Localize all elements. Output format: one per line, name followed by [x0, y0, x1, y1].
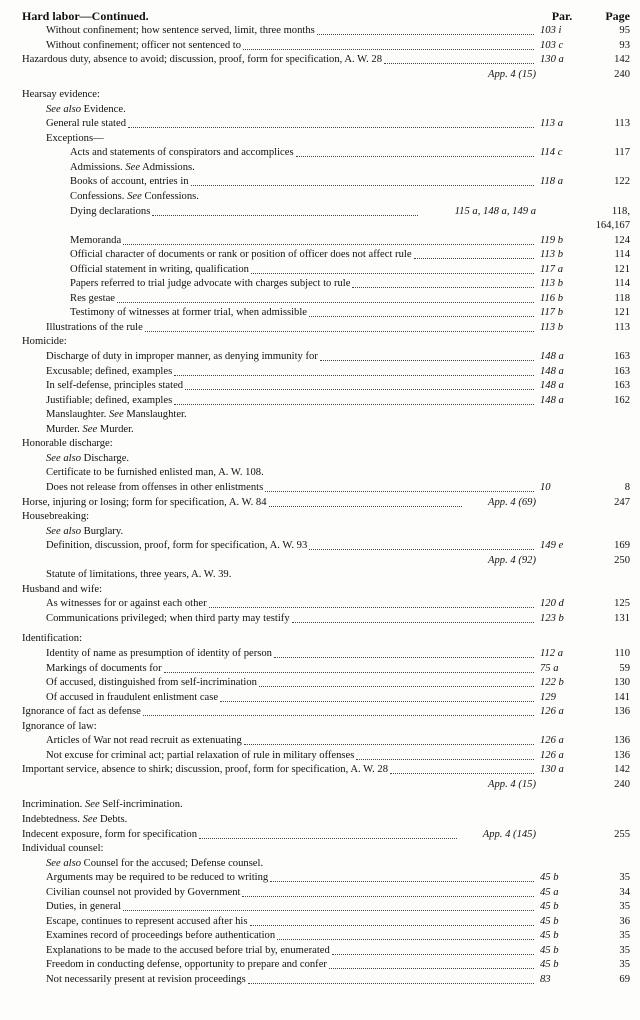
index-entry	[0, 539, 640, 554]
paragraph-reference: 120 d	[540, 598, 564, 610]
entry-text: Civilian counsel not provided by Government	[46, 886, 241, 898]
page-number: 247	[614, 496, 630, 508]
leader-dots	[320, 350, 534, 361]
paragraph-reference: 45 b	[540, 901, 559, 913]
index-entry	[0, 763, 640, 778]
leader-dots	[329, 958, 534, 969]
par-column-heading: Par.	[551, 9, 573, 23]
paragraph-reference: 45 b	[540, 944, 559, 956]
entry-text: Murder. See Murder.	[46, 423, 134, 435]
entry-text: Discharge of duty in improper manner, as denying immunity for	[46, 351, 318, 363]
paragraph-reference: 115 a, 148 a, 149 a	[454, 205, 536, 217]
leader-dots	[317, 24, 534, 35]
paragraph-reference: 148 a	[540, 365, 564, 377]
entry-text: Hazardous duty, absence to avoid; discussion, proof, form for specification, A. W. 28	[22, 54, 383, 66]
entry-text: In self-defense, principles stated	[46, 380, 184, 392]
leader-dots	[143, 705, 534, 716]
leader-dots	[220, 691, 534, 702]
index-entry	[0, 335, 640, 350]
header-title: Hard labor—Continued.	[22, 9, 149, 23]
page-number: 110	[614, 647, 630, 659]
index-entry	[0, 597, 640, 612]
index-entry	[0, 632, 640, 647]
page-number: 118,	[611, 205, 630, 217]
paragraph-reference: App. 4 (15)	[488, 68, 536, 80]
paragraph-reference: App. 4 (69)	[488, 496, 536, 508]
index-entry	[0, 175, 640, 190]
leader-dots	[251, 263, 534, 274]
entry-text: Testimony of witnesses at former trial, when admissible	[70, 307, 307, 319]
page-number: 163	[614, 365, 630, 377]
entry-text: Books of account, entries in	[70, 176, 189, 188]
entry-text: Dying declarations	[70, 205, 151, 217]
entry-text: Explanations to be made to the accused before trial by, enumerated	[46, 944, 330, 956]
index-entry	[0, 647, 640, 662]
paragraph-reference: 103 c	[540, 39, 564, 51]
index-entry	[0, 205, 640, 220]
entry-text: Hearsay evidence:	[22, 89, 100, 101]
page-number: 162	[614, 394, 630, 406]
index-entry	[0, 481, 640, 496]
page-number: 169	[614, 540, 630, 552]
leader-dots	[174, 365, 534, 376]
index-entry	[0, 973, 640, 988]
index-entry	[0, 394, 640, 409]
entry-text: Without confinement; officer not sentenced to	[46, 39, 242, 51]
paragraph-reference: 148 a	[540, 394, 564, 406]
page-number: 113	[614, 118, 630, 130]
index-entry	[0, 263, 640, 278]
entry-text: See also Evidence.	[46, 103, 126, 115]
leader-dots	[123, 900, 534, 911]
paragraph-reference: 117 a	[540, 263, 564, 275]
entry-text: Papers referred to trial judge advocate with charges subject to rule	[70, 278, 351, 290]
index-entry	[0, 132, 640, 147]
paragraph-reference: 10	[540, 481, 551, 493]
index-entry	[0, 117, 640, 132]
page-header	[0, 8, 640, 24]
paragraph-reference: 45 b	[540, 959, 559, 971]
page-number: 34	[619, 886, 630, 898]
leader-dots	[384, 53, 534, 64]
index-entry	[0, 234, 640, 249]
index-entry	[0, 24, 640, 39]
entry-text: See also Burglary.	[46, 525, 124, 537]
entry-text: Not excuse for criminal act; partial relaxation of rule in military offenses	[46, 749, 355, 761]
entry-text: Excusable; defined, examples	[46, 365, 173, 377]
index-entry	[0, 749, 640, 764]
paragraph-reference: 83	[540, 974, 551, 985]
index-entry	[0, 437, 640, 452]
leader-dots	[309, 539, 534, 550]
paragraph-reference: 113 b	[540, 249, 564, 261]
entry-text: Ignorance of fact as defense	[22, 706, 141, 718]
page-column-heading: Page	[605, 9, 630, 23]
entry-text: Not necessarily present at revision proceedings	[46, 974, 246, 985]
leader-dots	[199, 828, 457, 839]
page-number: 122	[614, 176, 630, 188]
index-entry	[0, 146, 640, 161]
paragraph-reference: 130 a	[540, 764, 564, 776]
entry-text: Illustrations of the rule	[46, 321, 143, 333]
leader-dots	[352, 277, 534, 288]
paragraph-reference: App. 4 (92)	[488, 554, 536, 566]
leader-dots	[117, 292, 534, 303]
leader-dots	[248, 973, 534, 984]
leader-dots	[414, 248, 534, 259]
paragraph-reference: 75 a	[540, 662, 559, 674]
index-entry	[0, 612, 640, 627]
page-number: 130	[614, 677, 630, 689]
page-number: 136	[614, 735, 630, 747]
entry-text: Admissions. See Admissions.	[70, 161, 195, 173]
index-entry	[0, 662, 640, 677]
entry-text: Without confinement; how sentence served, limit, three months	[46, 25, 315, 36]
page-number: 113	[614, 321, 630, 333]
entry-text: Husband and wife:	[22, 583, 103, 595]
leader-dots	[250, 915, 535, 926]
page-number: 142	[614, 54, 630, 66]
index-entry	[0, 53, 640, 68]
index-entry	[0, 277, 640, 292]
entry-text: Of accused, distinguished from self-incrimination	[46, 677, 257, 689]
index-entry	[0, 190, 640, 205]
index-entry	[0, 88, 640, 103]
leader-dots	[191, 175, 534, 186]
leader-dots	[332, 944, 534, 955]
paragraph-reference: 149 e	[540, 540, 564, 552]
index-entry	[0, 321, 640, 336]
page-number: 142	[614, 764, 630, 776]
leader-dots	[243, 39, 534, 50]
paragraph-reference: 114 c	[540, 147, 563, 159]
index-entry	[0, 734, 640, 749]
leader-dots	[292, 612, 534, 623]
entry-text: Markings of documents for	[46, 662, 162, 674]
page-number: 114	[614, 249, 630, 261]
entry-text: Justifiable; defined, examples	[46, 394, 173, 406]
leader-dots	[309, 306, 534, 317]
entry-text: Of accused in fraudulent enlistment case	[46, 691, 219, 703]
entry-text: Communications privileged; when third party may testify	[46, 612, 290, 624]
index-entry	[0, 161, 640, 176]
entry-text: Indecent exposure, form for specification	[22, 828, 198, 840]
index-entry	[0, 466, 640, 481]
paragraph-reference: 126 a	[540, 706, 564, 718]
page-number: 136	[614, 706, 630, 718]
entry-text: Official statement in writing, qualification	[70, 263, 249, 275]
leader-dots	[145, 321, 534, 332]
page-number: 95	[619, 25, 630, 36]
entry-text: Freedom in conducting defense, opportunity to prepare and confer	[46, 959, 327, 971]
page-number: 118	[614, 292, 630, 304]
paragraph-reference: 103 i	[540, 25, 562, 36]
entry-text: Escape, continues to represent accused after his	[46, 915, 248, 927]
paragraph-reference: 45 b	[540, 915, 559, 927]
page-number: 59	[619, 662, 630, 674]
page-number: 136	[614, 749, 630, 761]
index-entry	[0, 857, 640, 872]
page-number: 69	[619, 974, 630, 985]
index-entry	[0, 705, 640, 720]
index-entry	[0, 720, 640, 735]
paragraph-reference: 113 a	[540, 118, 564, 130]
index-entry	[0, 676, 640, 691]
entry-text: Important service, absence to shirk; discussion, proof, form for specification, A. W. 28	[22, 764, 388, 776]
entry-text: Identification:	[22, 633, 83, 645]
page-number: 125	[614, 598, 630, 610]
leader-dots	[185, 379, 534, 390]
index-entry	[0, 306, 640, 321]
index-entry	[0, 379, 640, 394]
entry-text: Examines record of proceedings before authentication	[46, 930, 276, 942]
page-number: 240	[614, 68, 630, 80]
page-number: 255	[614, 828, 630, 840]
page-number: 121	[614, 263, 630, 275]
paragraph-reference: 118 a	[540, 176, 564, 188]
index-entries	[0, 24, 640, 988]
leader-dots	[244, 734, 534, 745]
index-entry	[0, 813, 640, 828]
index-entry	[0, 39, 640, 54]
entry-text: Individual counsel:	[22, 843, 104, 855]
paragraph-reference: 130 a	[540, 54, 564, 66]
index-entry	[0, 886, 640, 901]
paragraph-reference: 119 b	[540, 234, 564, 246]
entry-text: General rule stated	[46, 118, 127, 130]
index-entry	[0, 525, 640, 540]
leader-dots	[277, 929, 534, 940]
leader-dots	[259, 676, 534, 687]
index-entry	[0, 408, 640, 423]
entry-text: Certificate to be furnished enlisted man, A. W. 108.	[46, 467, 264, 479]
page-number: 124	[614, 234, 630, 246]
index-entry	[0, 778, 640, 793]
entry-text: Identity of name as presumption of identity of person	[46, 647, 272, 659]
index-entry	[0, 423, 640, 438]
index-entry	[0, 842, 640, 857]
paragraph-reference: 45 b	[540, 930, 559, 942]
index-entry	[0, 583, 640, 598]
paragraph-reference: 113 b	[540, 278, 564, 290]
index-entry	[0, 68, 640, 83]
index-entry	[0, 496, 640, 511]
page-number: 121	[614, 307, 630, 319]
entry-text: Acts and statements of conspirators and accomplices	[70, 147, 294, 159]
paragraph-reference: 112 a	[540, 647, 564, 659]
index-entry	[0, 554, 640, 569]
index-entry	[0, 828, 640, 843]
leader-dots	[123, 234, 534, 245]
index-entry	[0, 365, 640, 380]
leader-dots	[128, 117, 534, 128]
paragraph-reference: 123 b	[540, 612, 564, 624]
page-number: 240	[614, 778, 630, 790]
entry-text: Official character of documents or rank or position of officer does not affect rule	[70, 249, 412, 261]
paragraph-reference: 129	[540, 691, 556, 703]
leader-dots	[164, 662, 534, 673]
paragraph-reference: 148 a	[540, 351, 564, 363]
leader-dots	[356, 749, 534, 760]
index-entry	[0, 871, 640, 886]
index-entry	[0, 929, 640, 944]
paragraph-reference: 116 b	[540, 292, 564, 304]
page-number: 163	[614, 351, 630, 363]
page-number: 117	[614, 147, 630, 159]
entry-text: As witnesses for or against each other	[46, 598, 207, 610]
page-number: 36	[619, 915, 630, 927]
paragraph-reference: 126 a	[540, 735, 564, 747]
index-entry	[0, 452, 640, 467]
entry-text: Memoranda	[70, 234, 122, 246]
paragraph-reference: 122 b	[540, 677, 564, 689]
index-entry	[0, 219, 640, 234]
page-number: 93	[619, 39, 630, 51]
page-number: 35	[619, 930, 630, 942]
leader-dots	[242, 886, 534, 897]
entry-text: Honorable discharge:	[22, 438, 113, 450]
paragraph-reference: 45 b	[540, 872, 559, 884]
page-number: 163	[614, 380, 630, 392]
index-entry	[0, 248, 640, 263]
index-entry	[0, 798, 640, 813]
leader-dots	[265, 481, 534, 492]
entry-text: Incrimination. See Self-incrimination.	[22, 799, 183, 811]
leader-dots	[270, 871, 534, 882]
index-entry	[0, 958, 640, 973]
page-number: 35	[619, 959, 630, 971]
page-number: 131	[614, 612, 630, 624]
leader-dots	[269, 496, 463, 507]
page-number: 141	[614, 691, 630, 703]
index-entry	[0, 510, 640, 525]
entry-text: Manslaughter. See Manslaughter.	[46, 409, 187, 421]
leader-dots	[152, 205, 417, 216]
index-entry	[0, 350, 640, 365]
entry-text: Articles of War not read recruit as extenuating	[46, 735, 242, 747]
index-entry	[0, 103, 640, 118]
paragraph-reference: 117 b	[540, 307, 564, 319]
entry-text: Homicide:	[22, 336, 67, 348]
leader-dots	[390, 763, 534, 774]
paragraph-reference: App. 4 (145)	[482, 828, 536, 840]
page-number: 35	[619, 944, 630, 956]
leader-dots	[209, 597, 534, 608]
entry-text: Ignorance of law:	[22, 720, 97, 732]
entry-text: Housebreaking:	[22, 511, 90, 523]
entry-text: Indebtedness. See Debts.	[22, 813, 128, 825]
entry-text: Exceptions—	[46, 132, 104, 144]
page-number: 35	[619, 872, 630, 884]
page-number: 114	[614, 278, 630, 290]
entry-text: Confessions. See Confessions.	[70, 191, 199, 203]
page-number: 164,167	[595, 220, 630, 232]
entry-text: Duties, in general	[46, 901, 122, 913]
page-number: 8	[624, 481, 630, 493]
page-number: 35	[619, 901, 630, 913]
page-number: 250	[614, 554, 630, 566]
paragraph-reference: 126 a	[540, 749, 564, 761]
paragraph-reference: 148 a	[540, 380, 564, 392]
paragraph-reference: 45 a	[540, 886, 559, 898]
entry-text: Definition, discussion, proof, form for specification, A. W. 93	[46, 540, 308, 552]
leader-dots	[274, 647, 534, 658]
leader-dots	[296, 146, 534, 157]
entry-text: Horse, injuring or losing; form for specification, A. W. 84	[22, 496, 267, 508]
index-entry	[0, 915, 640, 930]
entry-text: Statute of limitations, three years, A. W. 39.	[46, 569, 232, 581]
entry-text: Arguments may be required to be reduced to writing	[46, 872, 269, 884]
index-entry	[0, 691, 640, 706]
paragraph-reference: App. 4 (15)	[488, 778, 536, 790]
entry-text: Does not release from offenses in other enlistments	[46, 481, 264, 493]
paragraph-reference: 113 b	[540, 321, 564, 333]
entry-text: See also Discharge.	[46, 452, 130, 464]
entry-text: Res gestae	[70, 292, 116, 304]
index-entry	[0, 292, 640, 307]
index-entry	[0, 568, 640, 583]
index-entry	[0, 944, 640, 959]
entry-text: See also Counsel for the accused; Defense counsel.	[46, 857, 264, 869]
leader-dots	[174, 394, 534, 405]
index-entry	[0, 900, 640, 915]
